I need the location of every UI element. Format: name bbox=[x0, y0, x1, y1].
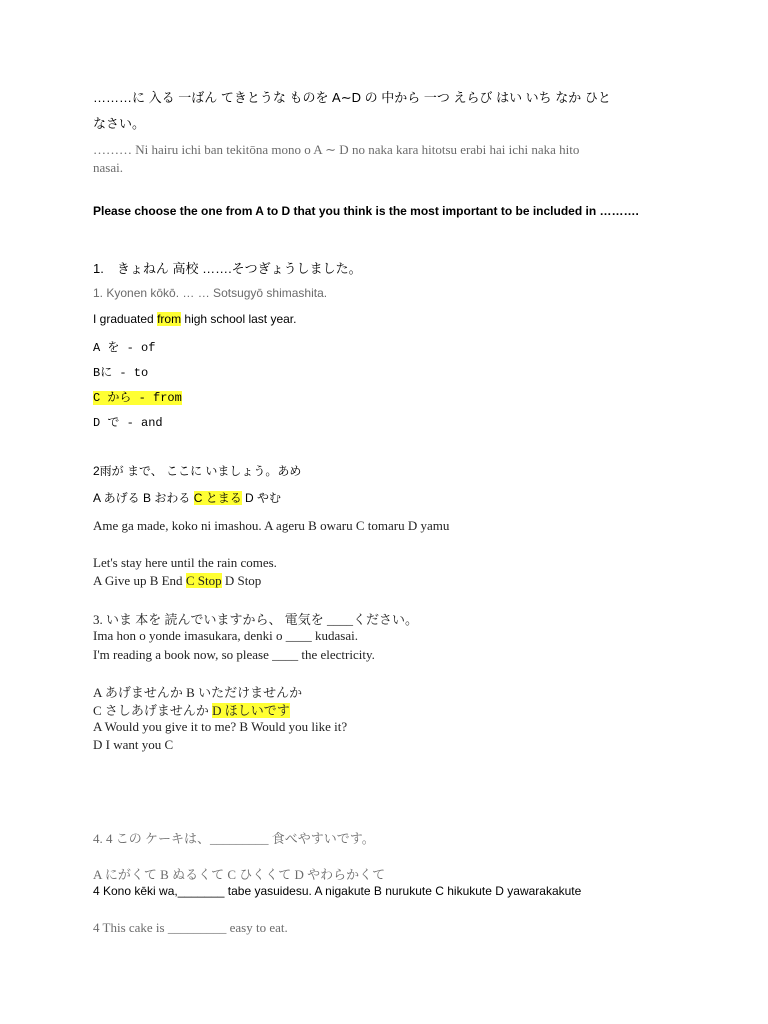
q1-japanese: 1. きょねん 高校 …….そつぎょうしました。 bbox=[93, 261, 362, 276]
q2-options-after: D やむ bbox=[241, 491, 282, 505]
q3-options-line1: A あげませんか B いただけませんか bbox=[93, 685, 303, 700]
q4-options-jp: A にがくて B ぬるくて C ひくくて D やわらかくて bbox=[93, 867, 386, 882]
instruction-jp-line1: ………に 入る 一ばん てきとうな ものを A∼D の 中から 一つ えらび はい いち なか ひと bbox=[93, 90, 611, 105]
q2-en-opts-before: A Give up B End bbox=[93, 573, 186, 588]
q2-options-jp bbox=[93, 489, 281, 506]
q2-options-before: A あげる B おわる bbox=[93, 491, 194, 505]
q3-english: I'm reading a book now, so please ____ the electricity. bbox=[93, 647, 375, 662]
q2-romaji: Ame ga made, koko ni imashou. A ageru B owaru C tomaru D yamu bbox=[93, 518, 450, 533]
q2-english: Let's stay here until the rain comes. bbox=[93, 555, 277, 570]
q1-option-d: D で - and bbox=[93, 416, 163, 430]
q1-option-b: Bに - to bbox=[93, 366, 149, 380]
q1-english-after: high school last year. bbox=[181, 312, 297, 326]
q4-romaji: 4 Kono kēki wa,_______ tabe yasuidesu. A nigakute B nurukute C hikukute D yawarakakute bbox=[93, 884, 582, 898]
q3-options-line2-highlight: D ほしいです bbox=[212, 703, 290, 718]
instruction-romaji-line2: nasai. bbox=[93, 160, 123, 175]
q1-option-c bbox=[93, 388, 182, 405]
q3-english-options-line1: A Would you give it to me? B Would you like it? bbox=[93, 719, 348, 734]
instruction-jp-line2: なさい。 bbox=[93, 116, 146, 131]
q1-option-a: A を - of bbox=[93, 341, 156, 355]
instruction-english: Please choose the one from A to D that you think is the most important to be included in ………. bbox=[93, 204, 639, 218]
q2-options-highlight: C とまる bbox=[193, 491, 242, 505]
q2-en-opts-after: D Stop bbox=[221, 573, 262, 588]
q3-options-line2 bbox=[93, 700, 290, 719]
q3-romaji: Ima hon o yonde imasukara, denki o ____ kudasai. bbox=[93, 628, 358, 643]
q2-english-options bbox=[93, 573, 261, 589]
q3-japanese: 3. いま 本を 読んでいますから、 電気を ____ください。 bbox=[93, 612, 419, 627]
q3-options-line2-before: C さしあげませんか bbox=[93, 703, 213, 718]
q1-english-highlight: from bbox=[157, 312, 182, 326]
q4-english: 4 This cake is _________ easy to eat. bbox=[93, 920, 288, 935]
q2-en-opts-highlight: C Stop bbox=[185, 573, 222, 588]
q2-japanese: 2雨が まで、 ここに いましょう。あめ bbox=[93, 464, 302, 478]
q1-romaji: 1. Kyonen kōkō. … … Sotsugyō shimashita. bbox=[93, 286, 328, 300]
q1-option-c-highlight: C から - from bbox=[93, 391, 182, 405]
q4-japanese: 4. 4 この ケーキは、_________ 食べやすいです。 bbox=[93, 831, 375, 846]
q1-english bbox=[93, 312, 296, 326]
q1-english-before: I graduated bbox=[93, 312, 158, 326]
q3-english-options-line2: D I want you C bbox=[93, 737, 174, 752]
instruction-romaji-line1: ……… Ni hairu ichi ban tekitōna mono o A ∼ D no naka kara hitotsu erabi hai ichi naka hito bbox=[93, 142, 580, 157]
